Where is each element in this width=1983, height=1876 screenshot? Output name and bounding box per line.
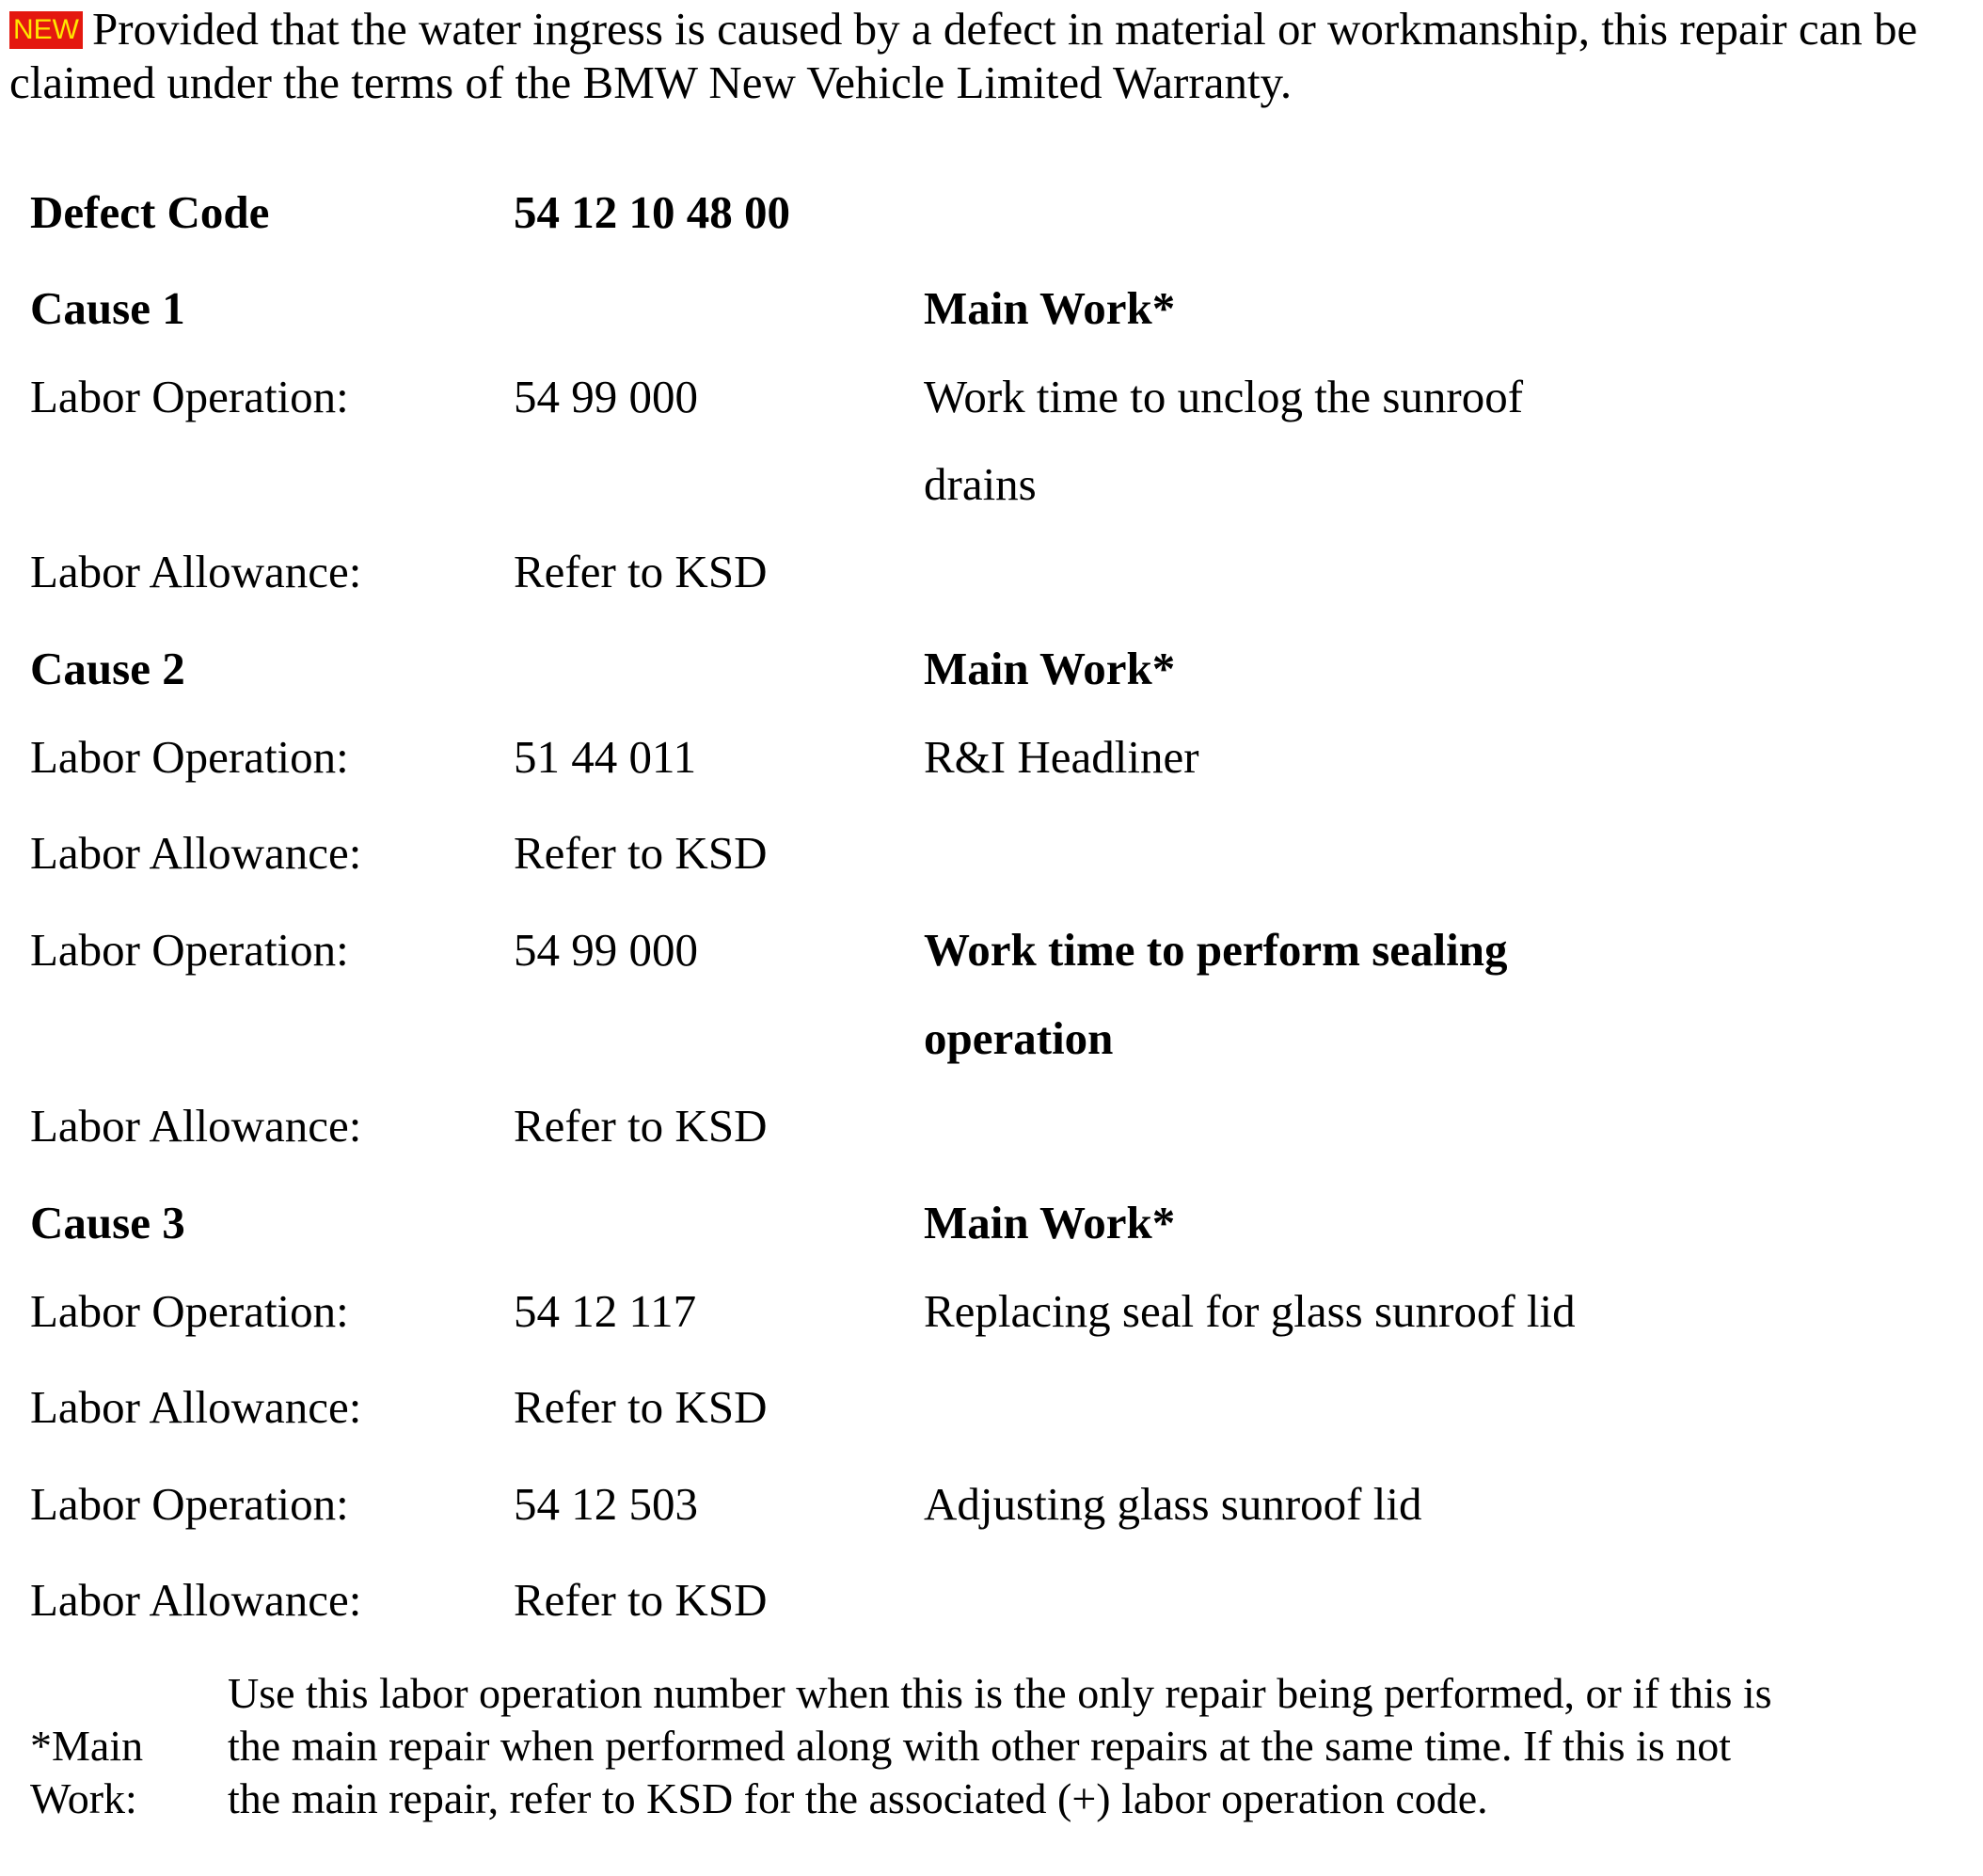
cause2-labor-op2-desc-cont: [0, 1010, 1983, 1067]
cause2-main-work-heading: Main Work*: [924, 643, 1176, 694]
cause2-labor-op-row: [0, 729, 1983, 786]
labor-allowance-label: Labor Allowance:: [30, 827, 362, 879]
cause3-main-work-heading: Main Work*: [924, 1197, 1176, 1248]
labor-operation-description: Work time to perform sealing: [924, 924, 1508, 976]
footnote-label: [30, 1720, 199, 1825]
cause2-labor-op2-row: [0, 922, 1983, 978]
labor-operation-code: 54 12 117: [514, 1285, 697, 1337]
intro-text: Provided that the water ingress is caused by a defect in material or workmanship, this repair can be claimed under the terms of the BMW New Vehicle Limited Warranty.: [9, 3, 1918, 108]
defect-code-row: [0, 184, 1983, 241]
cause1-labor-op-desc-cont: [0, 456, 1983, 513]
cause1-main-work-heading: Main Work*: [924, 282, 1176, 334]
labor-allowance-label: Labor Allowance:: [30, 1574, 362, 1626]
cause3-labor-op2-row: [0, 1476, 1983, 1533]
labor-operation-description-cont: drains: [924, 458, 1037, 510]
footnote-text: Use this labor operation number when this is the only repair being performed, or if this is the main repair when performed along with other repairs at the same time. If this is not the main repair, refer to KSD for the associated (+) labor operation code.: [228, 1669, 1772, 1822]
labor-allowance-value: Refer to KSD: [514, 1574, 768, 1626]
labor-operation-description: R&I Headliner: [924, 731, 1199, 783]
cause2-header-row: [0, 641, 1983, 697]
labor-allowance-value: Refer to KSD: [514, 1381, 768, 1433]
cause3-labor-op-row: [0, 1283, 1983, 1340]
cause2-labor-allowance-row: [0, 825, 1983, 882]
labor-operation-description-cont: operation: [924, 1012, 1114, 1064]
cause3-title: Cause 3: [30, 1197, 185, 1248]
labor-operation-label: Labor Operation:: [30, 731, 349, 783]
labor-operation-code: 54 99 000: [514, 924, 698, 976]
cause1-labor-op-row: [0, 369, 1983, 425]
cause1-labor-allowance-row: [0, 544, 1983, 600]
labor-operation-label: Labor Operation:: [30, 1285, 349, 1337]
cause2-labor-allowance2-row: [0, 1098, 1983, 1154]
labor-operation-description: Replacing seal for glass sunroof lid: [924, 1285, 1576, 1337]
labor-operation-code: 54 12 503: [514, 1478, 698, 1530]
labor-operation-label: Labor Operation:: [30, 924, 349, 976]
footnote-label-line2: Work:: [30, 1774, 137, 1822]
labor-allowance-value: Refer to KSD: [514, 1100, 768, 1152]
cause3-labor-allowance2-row: [0, 1572, 1983, 1629]
new-badge: NEW: [9, 11, 83, 49]
labor-allowance-label: Labor Allowance:: [30, 1100, 362, 1152]
labor-operation-label: Labor Operation:: [30, 371, 349, 422]
labor-allowance-value: Refer to KSD: [514, 827, 768, 879]
cause1-title: Cause 1: [30, 282, 185, 334]
labor-operation-description: Adjusting glass sunroof lid: [924, 1478, 1422, 1530]
labor-allowance-label: Labor Allowance:: [30, 1381, 362, 1433]
defect-code-label: Defect Code: [30, 186, 270, 238]
cause2-title: Cause 2: [30, 643, 185, 694]
labor-operation-code: 54 99 000: [514, 371, 698, 422]
intro-paragraph: [9, 2, 1975, 109]
defect-code-value: 54 12 10 48 00: [514, 186, 790, 238]
cause1-header-row: [0, 280, 1983, 337]
cause3-header-row: [0, 1195, 1983, 1251]
labor-operation-code: 51 44 011: [514, 731, 697, 783]
cause3-labor-allowance-row: [0, 1379, 1983, 1436]
footnote-label-line1: *Main: [30, 1722, 144, 1770]
labor-operation-label: Labor Operation:: [30, 1478, 349, 1530]
labor-allowance-value: Refer to KSD: [514, 546, 768, 597]
labor-operation-description: Work time to unclog the sunroof: [924, 371, 1524, 422]
labor-allowance-label: Labor Allowance:: [30, 546, 362, 597]
